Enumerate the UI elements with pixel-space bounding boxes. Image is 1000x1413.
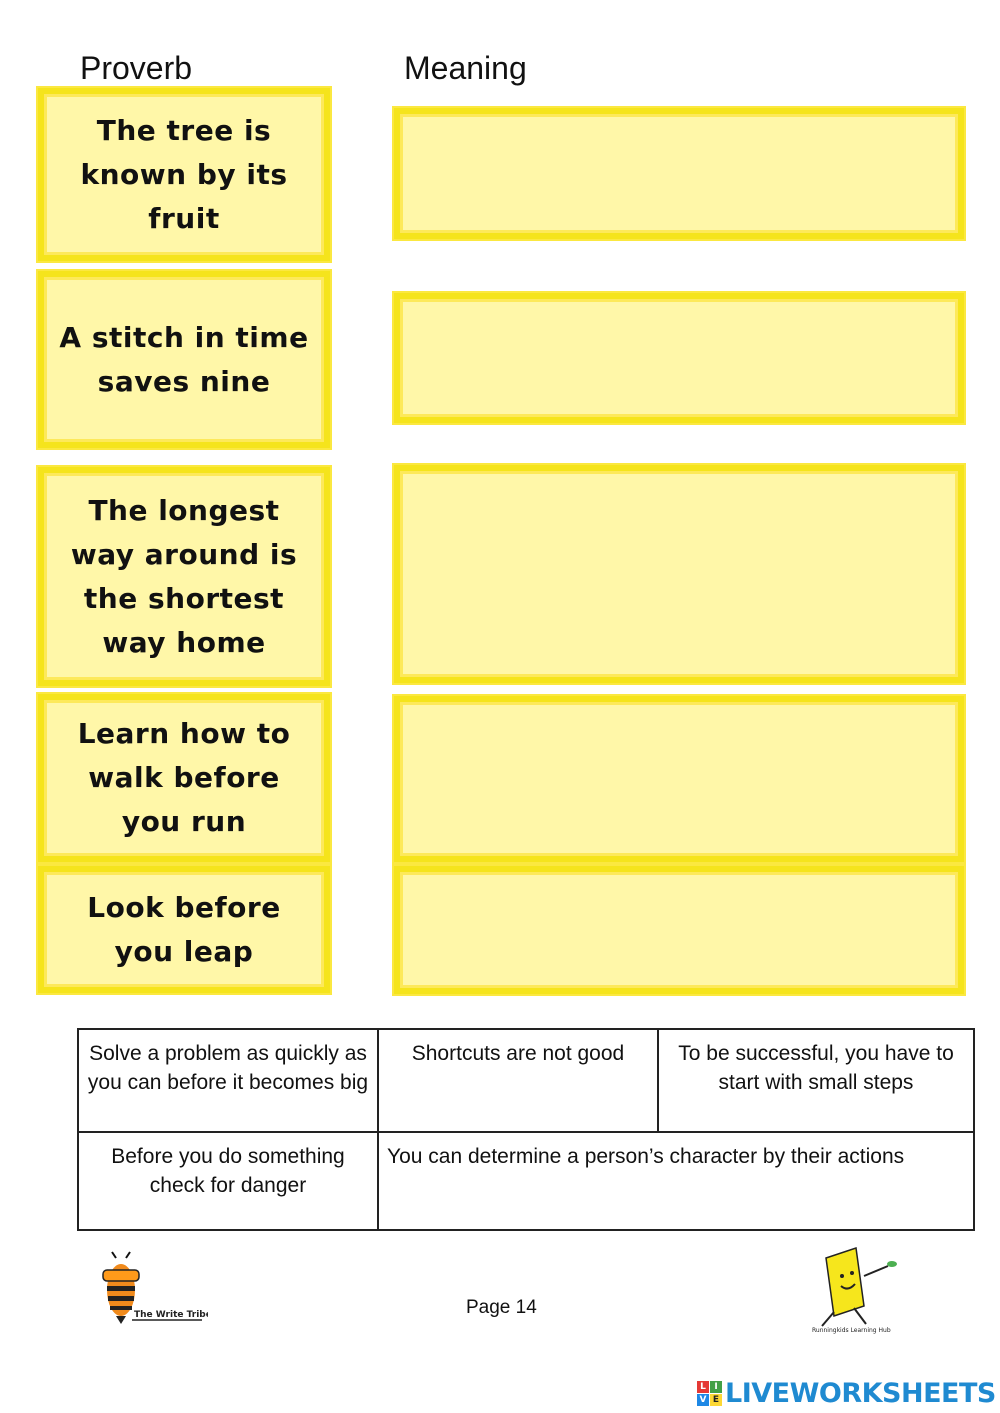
table-row [78, 1132, 974, 1230]
proverb-card [38, 271, 330, 448]
meaning-drop-zone-1[interactable] [394, 108, 964, 239]
write-tribe-logo [98, 1250, 208, 1330]
liveworksheets-brand[interactable] [697, 1376, 996, 1410]
proverb-card [38, 866, 330, 993]
meaning-option[interactable]: Shortcuts are not good [378, 1029, 658, 1132]
meaning-drop-zone-4[interactable] [394, 696, 964, 862]
meanings-bank-table [77, 1028, 975, 1231]
meaning-drop-zone-3[interactable] [394, 465, 964, 683]
svg-text:The Write Tribe: The Write Tribe [134, 1310, 208, 1320]
proverb-text: The tree is known by its fruit [80, 113, 288, 235]
meaning-option[interactable]: Solve a problem as quickly as you can before it becomes big [78, 1029, 378, 1132]
proverb-text: The longest way around is the shortest way home [70, 493, 298, 659]
liveworksheets-icon: L I V E [697, 1381, 722, 1406]
meaning-drop-zone-5[interactable] [394, 866, 964, 994]
meaning-drop-zone-2[interactable] [394, 293, 964, 423]
meaning-option[interactable]: Before you do something check for danger [78, 1132, 378, 1230]
svg-text:Runningkids Learning Hub: Runningkids Learning Hub [812, 1327, 891, 1334]
proverb-column-heading: Proverb [80, 50, 193, 86]
proverb-card [38, 694, 330, 862]
proverb-text: Look before you leap [87, 890, 281, 968]
proverb-text: Learn how to walk before you run [77, 717, 291, 838]
runningkids-logo [808, 1246, 908, 1342]
brand-name: LIVEWORKSHEETS [725, 1377, 996, 1409]
meaning-option[interactable]: To be successful, you have to start with small steps [658, 1029, 974, 1132]
meaning-column-heading: Meaning [404, 50, 527, 86]
proverb-card [38, 88, 330, 261]
page-number: Page 14 [466, 1297, 537, 1318]
proverb-text: A stitch in time saves nine [59, 320, 309, 398]
meaning-option[interactable]: You can determine a person’s character by their actions [378, 1132, 974, 1230]
proverb-card [38, 467, 330, 686]
table-row [78, 1029, 974, 1132]
